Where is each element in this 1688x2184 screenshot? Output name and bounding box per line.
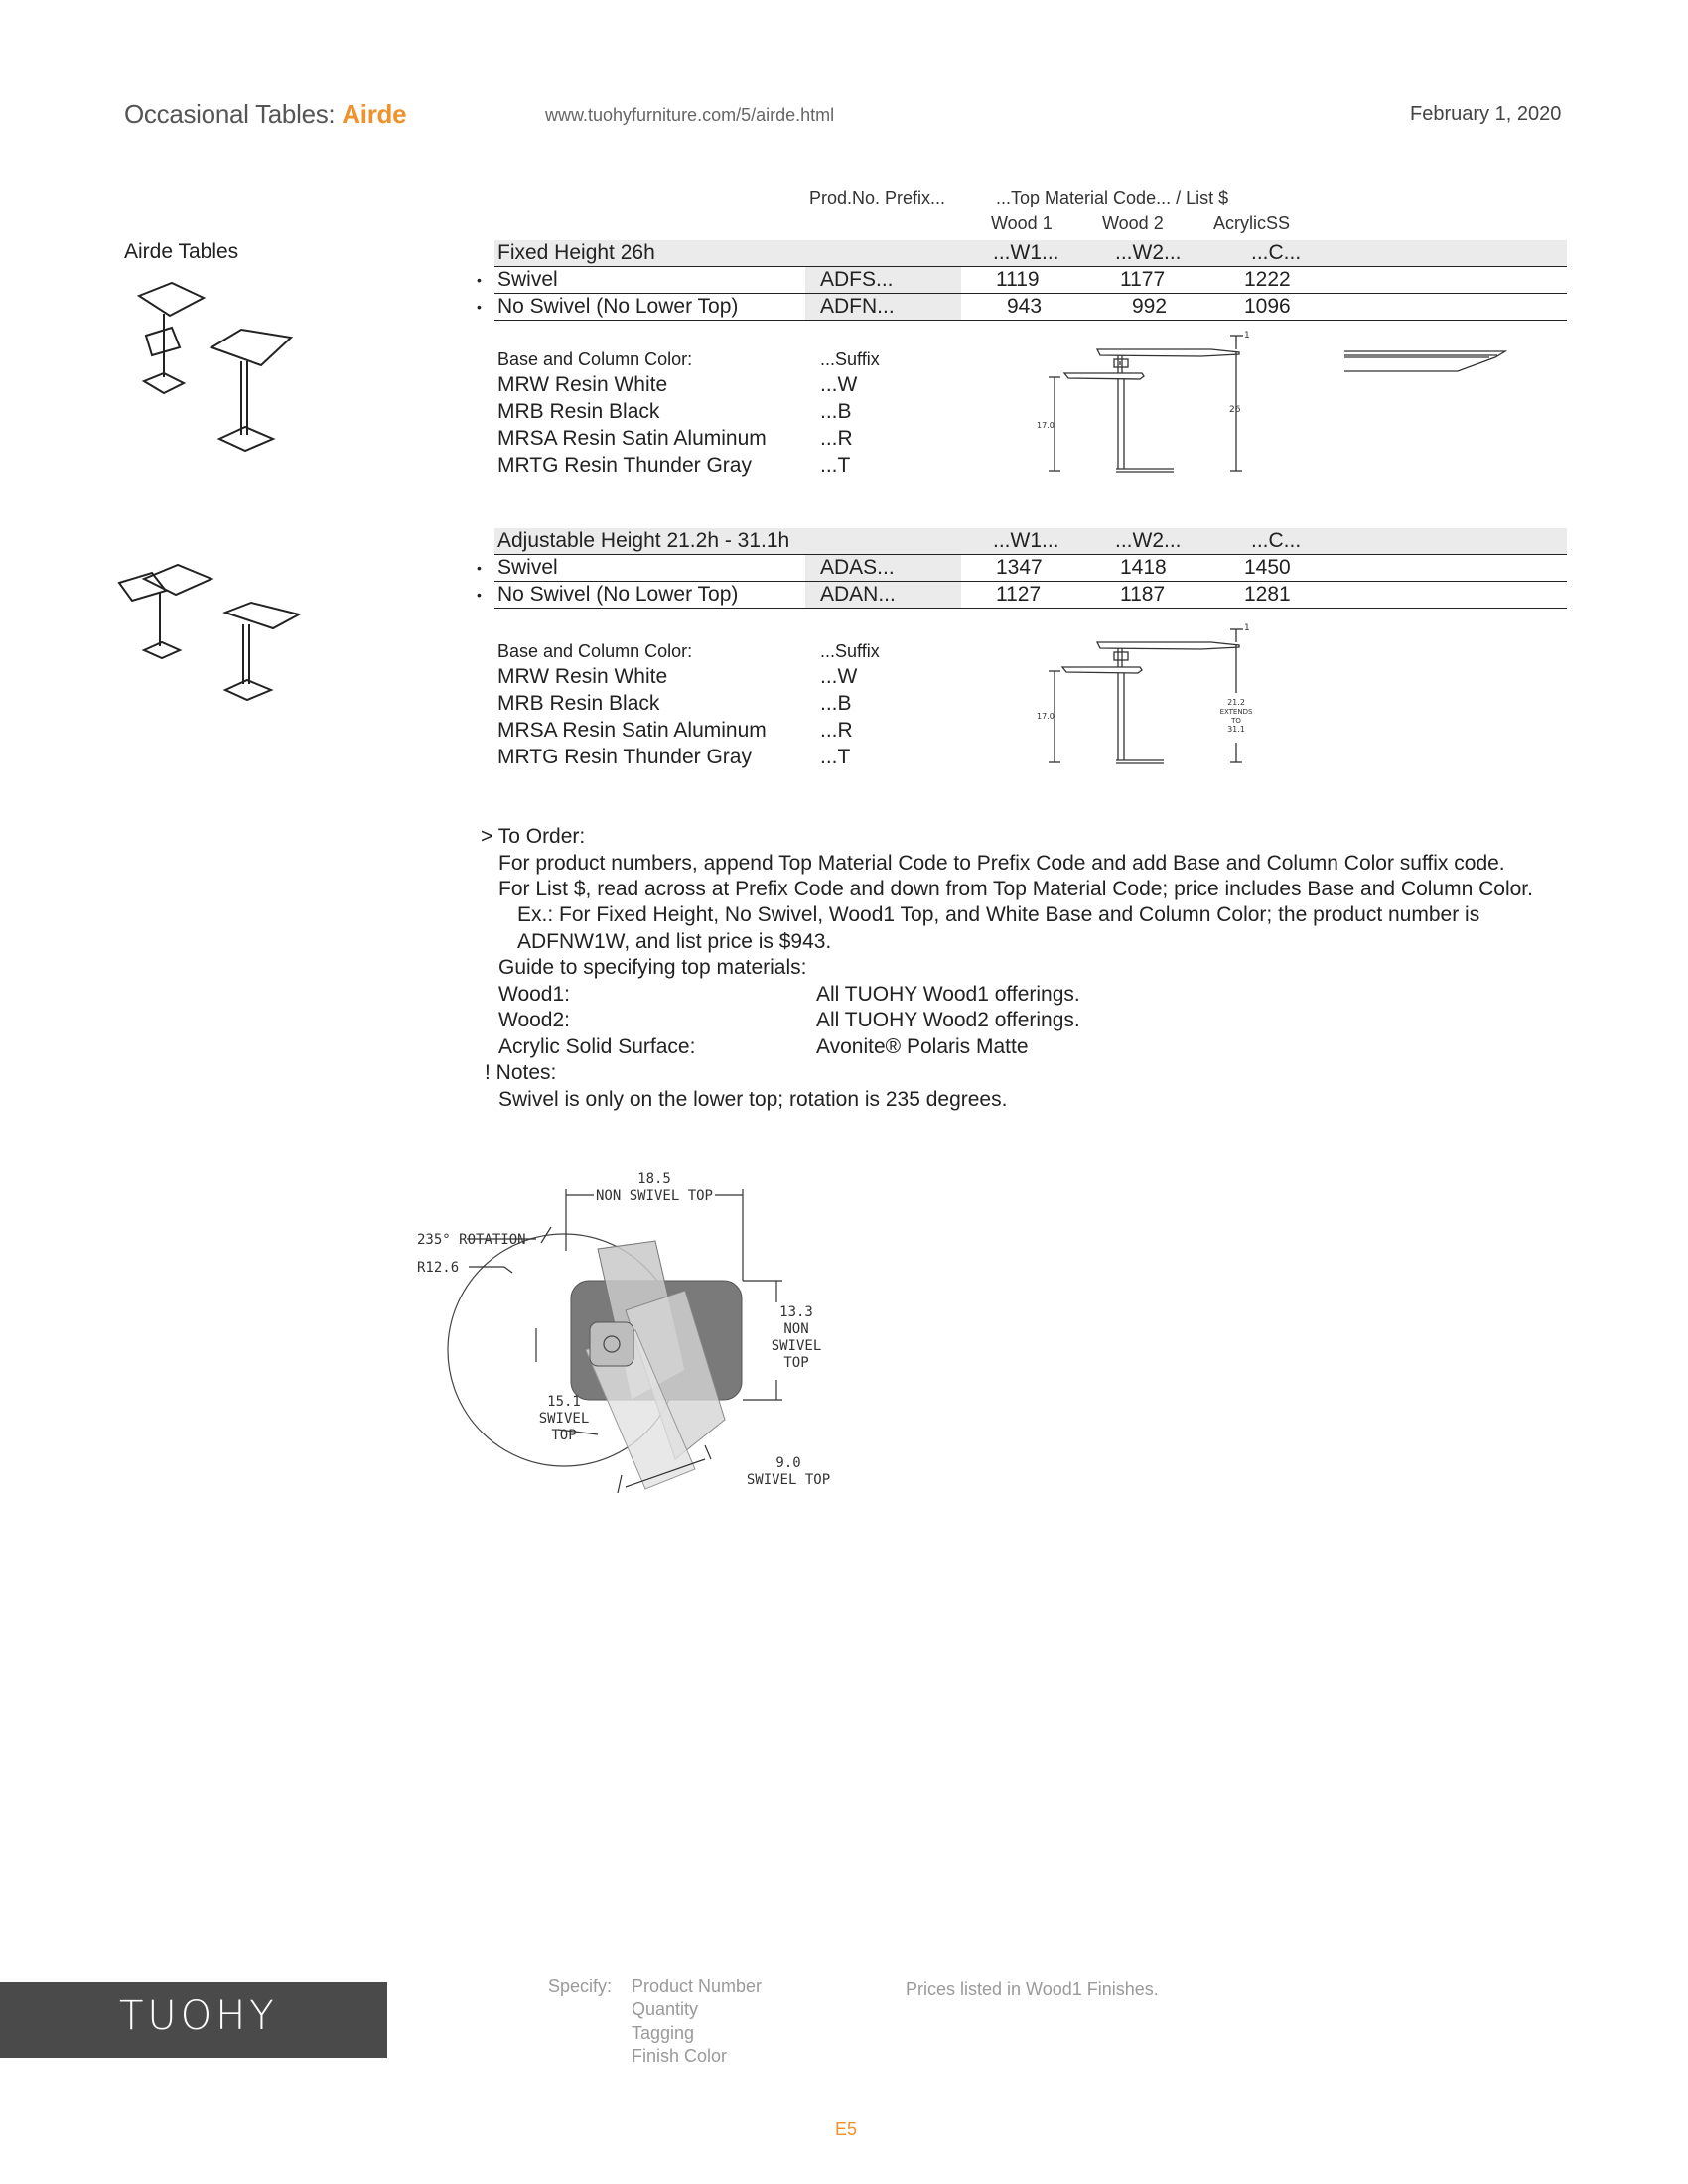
wood1-column-header: Wood 1 bbox=[991, 213, 1053, 233]
adj-dim-height-1: 21.2 bbox=[1227, 698, 1245, 707]
radius-label: R12.6 bbox=[417, 1260, 460, 1276]
fixed-color-1-suffix: ...W bbox=[820, 373, 858, 396]
fixed-row-2-c: 1096 bbox=[1244, 295, 1291, 318]
fixed-row-1-c: 1222 bbox=[1244, 268, 1291, 291]
adj-color-label: Base and Column Color: bbox=[497, 641, 693, 661]
guide-1-value: All TUOHY Wood1 offerings. bbox=[816, 983, 1080, 1006]
adj-color-2-suffix: ...B bbox=[820, 692, 852, 715]
adj-heading: Adjustable Height 21.2h - 31.1h bbox=[497, 529, 790, 552]
adj-color-1-suffix: ...W bbox=[820, 665, 858, 688]
nonswivel-depth-l2: SWIVEL bbox=[771, 1338, 822, 1354]
nonswivel-width-label: NON SWIVEL TOP bbox=[595, 1188, 714, 1204]
adj-row-1-prefix: ADAS... bbox=[820, 556, 895, 579]
order-line-4: ADFNW1W, and list price is $943. bbox=[517, 930, 832, 953]
adj-row-1-name: Swivel bbox=[497, 556, 558, 579]
notes-heading: ! Notes: bbox=[485, 1061, 557, 1084]
adj-suffix-label: ...Suffix bbox=[820, 641, 880, 661]
nonswivel-depth-value: 13.3 bbox=[779, 1304, 813, 1320]
fixed-code-w2: ...W2... bbox=[1115, 241, 1182, 264]
adj-code-w2: ...W2... bbox=[1115, 529, 1182, 552]
adj-row-2-c: 1281 bbox=[1244, 583, 1291, 606]
adj-rule-1 bbox=[494, 554, 1567, 555]
specify-item-1: Product Number bbox=[632, 1977, 763, 1996]
title-prefix: Occasional Tables: bbox=[124, 99, 336, 129]
fixed-dim-lower: 17.0 bbox=[1037, 421, 1055, 430]
order-line-2: For List $, read across at Prefix Code and down from Top Material Code; price includes Base and Column Color. bbox=[498, 878, 1533, 900]
title-product: Airde bbox=[342, 99, 407, 129]
adj-rule-2 bbox=[494, 581, 1567, 582]
rotation-diagram bbox=[387, 1171, 864, 1519]
nonswivel-depth-l1: NON bbox=[783, 1321, 809, 1337]
product-url[interactable]: www.tuohyfurniture.com/5/airde.html bbox=[545, 105, 835, 125]
fixed-dim-top: 1 bbox=[1244, 331, 1250, 341]
swivel-length-l1: SWIVEL bbox=[538, 1411, 590, 1427]
fixed-color-3-name: MRSA Resin Satin Aluminum bbox=[497, 427, 767, 450]
specify-label: Specify: bbox=[548, 1977, 613, 1996]
document-date: February 1, 2020 bbox=[1410, 103, 1562, 125]
guide-1-label: Wood1: bbox=[498, 983, 570, 1006]
wood2-column-header: Wood 2 bbox=[1102, 213, 1164, 233]
order-line-1: For product numbers, append Top Material Code to Prefix Code and add Base and Column Color suffix code. bbox=[498, 852, 1505, 875]
fixed-heading: Fixed Height 26h bbox=[497, 241, 655, 264]
adj-row-1-c: 1450 bbox=[1244, 556, 1291, 579]
adj-row-2-prefix: ADAN... bbox=[820, 583, 896, 606]
section-label: Airde Tables bbox=[124, 240, 239, 263]
page-title bbox=[124, 99, 406, 130]
adj-dim-top: 1 bbox=[1244, 623, 1250, 633]
specify-item-3: Tagging bbox=[632, 2023, 695, 2043]
acrylic-column-header: AcrylicSS bbox=[1213, 213, 1291, 233]
adj-dim-height-2: EXTENDS bbox=[1219, 708, 1253, 716]
adj-code-w1: ...W1... bbox=[993, 529, 1059, 552]
swivel-width-value: 9.0 bbox=[775, 1455, 801, 1471]
fixed-row-1-prefix: ADFS... bbox=[820, 268, 894, 291]
fixed-row-1-w1: 1119 bbox=[996, 268, 1040, 291]
fixed-color-label: Base and Column Color: bbox=[497, 349, 693, 369]
guide-2-label: Wood2: bbox=[498, 1009, 570, 1031]
adj-row-1-w2: 1418 bbox=[1120, 556, 1167, 579]
specify-item-4: Finish Color bbox=[632, 2046, 728, 2066]
nonswivel-depth-l3: TOP bbox=[783, 1355, 809, 1371]
adj-dim-lower: 17.0 bbox=[1037, 712, 1055, 721]
fixed-color-2-name: MRB Resin Black bbox=[497, 400, 660, 423]
fixed-row-2-bullet: • bbox=[477, 299, 482, 315]
adj-row-2-w1: 1127 bbox=[996, 583, 1042, 606]
fixed-rule-2 bbox=[494, 293, 1567, 294]
rotation-label: 235° ROTATION bbox=[417, 1232, 526, 1248]
fixed-tables-sketch bbox=[124, 278, 313, 457]
fixed-row-2-w1: 943 bbox=[1007, 295, 1043, 318]
guide-2-value: All TUOHY Wood2 offerings. bbox=[816, 1009, 1080, 1031]
nonswivel-width-value: 18.5 bbox=[637, 1171, 671, 1187]
adj-color-4-name: MRTG Resin Thunder Gray bbox=[497, 746, 752, 768]
swivel-width-label: SWIVEL TOP bbox=[746, 1472, 831, 1488]
adj-row-2-name: No Swivel (No Lower Top) bbox=[497, 583, 739, 606]
fixed-elevation-drawing bbox=[1033, 328, 1549, 486]
adj-color-1-name: MRW Resin White bbox=[497, 665, 668, 688]
fixed-row-1-name: Swivel bbox=[497, 268, 558, 291]
adj-row-2-w2: 1187 bbox=[1120, 583, 1166, 606]
fixed-color-3-suffix: ...R bbox=[820, 427, 853, 450]
page-number: E5 bbox=[835, 2119, 858, 2139]
fixed-row-2-name: No Swivel (No Lower Top) bbox=[497, 295, 739, 318]
adjustable-tables-sketch bbox=[114, 561, 313, 710]
material-column-header: ...Top Material Code... / List $ bbox=[996, 188, 1229, 207]
adj-color-3-suffix: ...R bbox=[820, 719, 853, 742]
order-line-3: Ex.: For Fixed Height, No Swivel, Wood1 Top, and White Base and Column Color; the product number is bbox=[517, 903, 1480, 926]
tuohy-logo: TUOHY bbox=[119, 1993, 278, 2039]
fixed-code-c: ...C... bbox=[1251, 241, 1302, 264]
adj-color-2-name: MRB Resin Black bbox=[497, 692, 660, 715]
fixed-row-2-w2: 992 bbox=[1132, 295, 1168, 318]
fixed-row-1-bullet: • bbox=[477, 272, 482, 288]
prices-note: Prices listed in Wood1 Finishes. bbox=[906, 1979, 1159, 1999]
adj-row-1-bullet: • bbox=[477, 560, 482, 576]
prefix-column-header: Prod.No. Prefix... bbox=[809, 188, 946, 207]
swivel-length-value: 15.1 bbox=[547, 1394, 581, 1410]
fixed-rule-3 bbox=[494, 320, 1567, 321]
guide-3-label: Acrylic Solid Surface: bbox=[498, 1035, 696, 1058]
order-heading: > To Order: bbox=[481, 825, 586, 848]
fixed-row-1-w2: 1177 bbox=[1120, 268, 1166, 291]
adj-dim-height-4: 31.1 bbox=[1227, 725, 1245, 734]
adj-color-3-name: MRSA Resin Satin Aluminum bbox=[497, 719, 767, 742]
adj-dim-height-3: TO bbox=[1231, 717, 1241, 725]
fixed-suffix-label: ...Suffix bbox=[820, 349, 880, 369]
swivel-length-l2: TOP bbox=[551, 1428, 577, 1443]
fixed-color-2-suffix: ...B bbox=[820, 400, 852, 423]
adj-row-2-bullet: • bbox=[477, 587, 482, 603]
fixed-color-4-suffix: ...T bbox=[820, 454, 851, 477]
fixed-dim-height: 26 bbox=[1229, 405, 1241, 415]
adj-code-c: ...C... bbox=[1251, 529, 1302, 552]
fixed-code-w1: ...W1... bbox=[993, 241, 1059, 264]
fixed-color-4-name: MRTG Resin Thunder Gray bbox=[497, 454, 752, 477]
guide-label: Guide to specifying top materials: bbox=[498, 956, 807, 979]
notes-line: Swivel is only on the lower top; rotation is 235 degrees. bbox=[498, 1088, 1008, 1111]
fixed-rule-1 bbox=[494, 266, 1567, 267]
fixed-row-2-prefix: ADFN... bbox=[820, 295, 895, 318]
adj-row-1-w1: 1347 bbox=[996, 556, 1043, 579]
adj-color-4-suffix: ...T bbox=[820, 746, 851, 768]
specify-item-2: Quantity bbox=[632, 1999, 699, 2019]
adj-rule-3 bbox=[494, 608, 1567, 609]
adj-elevation-drawing bbox=[1033, 615, 1271, 774]
fixed-color-1-name: MRW Resin White bbox=[497, 373, 668, 396]
guide-3-value: Avonite® Polaris Matte bbox=[816, 1035, 1029, 1058]
